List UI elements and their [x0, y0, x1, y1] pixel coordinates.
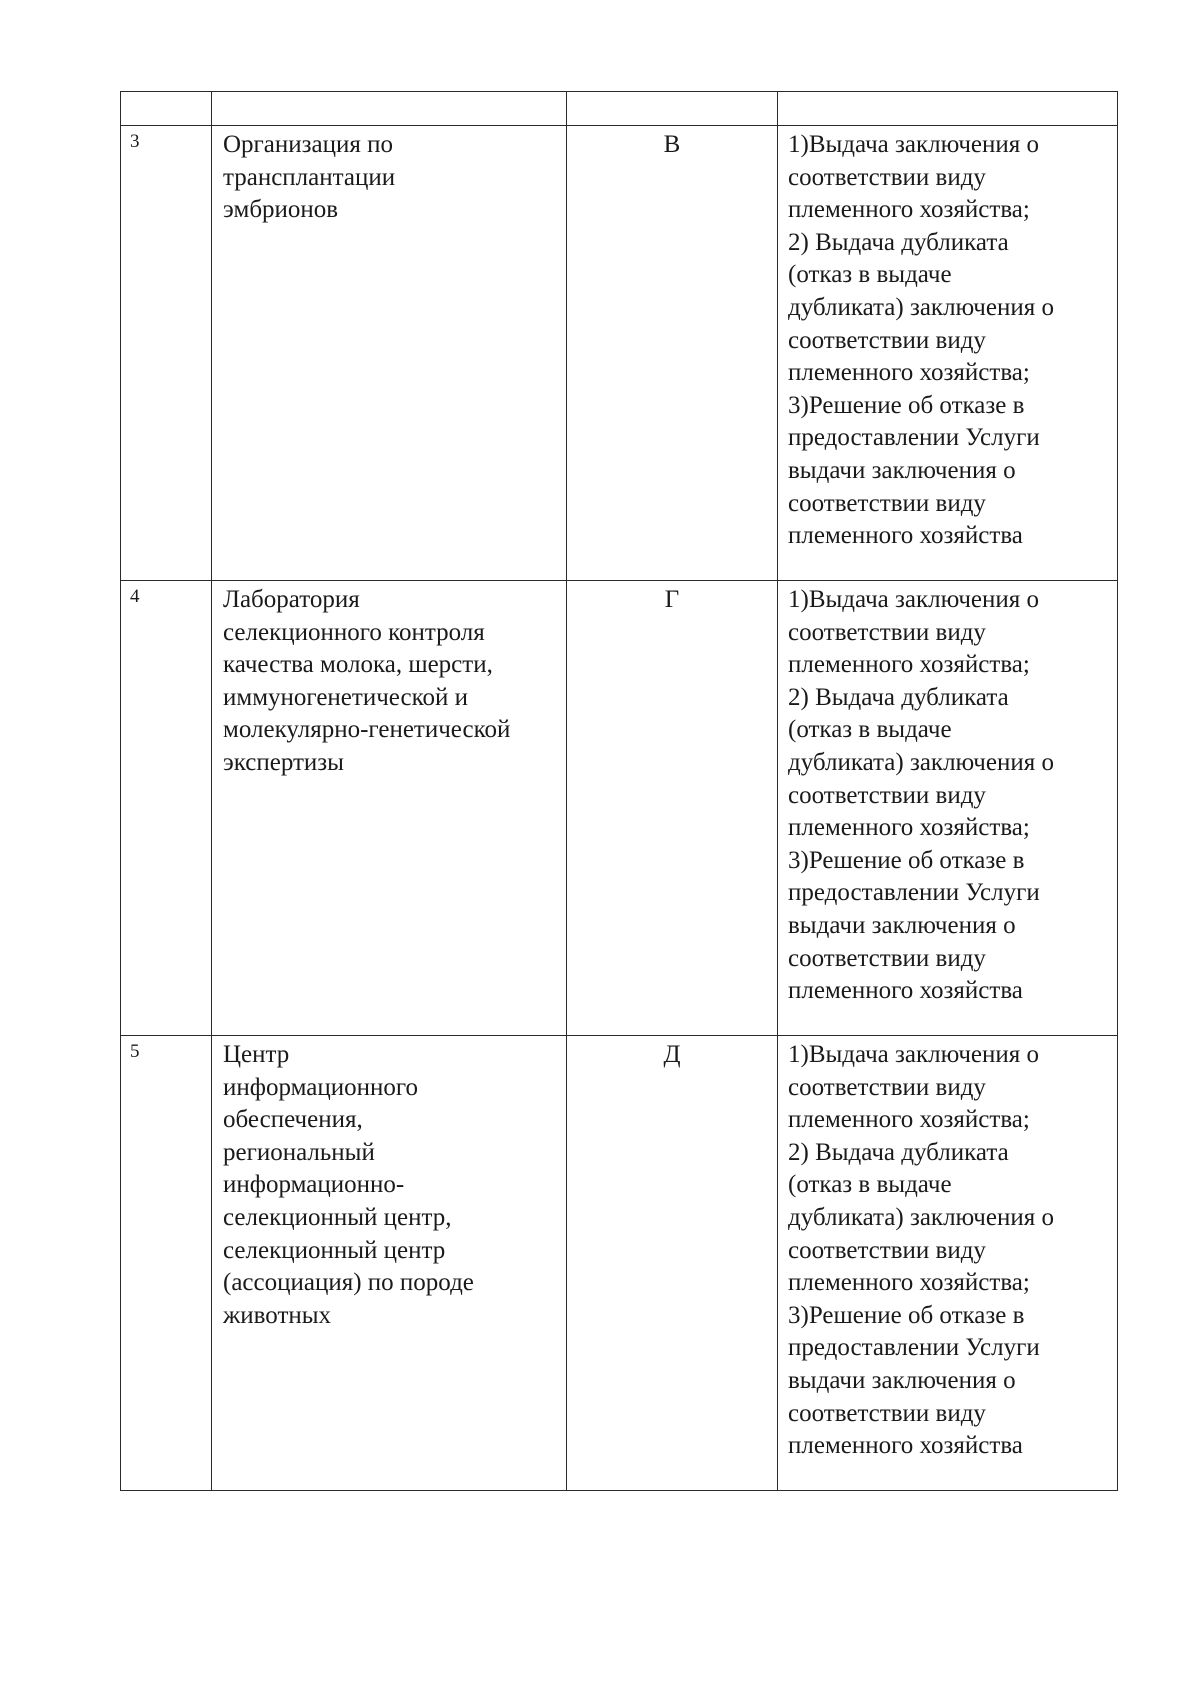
- result-cell: [778, 581, 1118, 1036]
- organization-cell: [212, 126, 567, 581]
- code-cell: [567, 581, 778, 1036]
- result-cell: [778, 126, 1118, 581]
- organization-name: Организация по трансплантации эмбрионов: [223, 131, 396, 224]
- row-number: 3: [130, 131, 140, 152]
- table-row: [121, 1036, 1118, 1491]
- code-cell: [567, 1036, 778, 1491]
- code-cell: [567, 126, 778, 581]
- services-table: [120, 91, 1118, 1491]
- organization-cell: [212, 581, 567, 1036]
- service-result: 1)Выдача заключения о соответствии виду племенного хозяйства; 2) Выдача дубликата (отказ в выдаче дубликата) заключения о соответствии виду племенного хозяйства; 3)Решение об отказе в предоставлении Услуги выдачи заключения о соответствии виду племенного хозяйства: [788, 586, 1054, 1005]
- organization-name: Лаборатория селекционного контроля качества молока, шерсти, иммуногенетической и молекулярно-генетической экспертизы: [223, 586, 511, 776]
- row-number-cell: [121, 126, 212, 581]
- organization-code: В: [663, 131, 681, 158]
- service-result: 1)Выдача заключения о соответствии виду племенного хозяйства; 2) Выдача дубликата (отказ в выдаче дубликата) заключения о соответствии виду племенного хозяйства; 3)Решение об отказе в предоставлении Услуги выдачи заключения о соответствии виду племенного хозяйства: [788, 1041, 1054, 1460]
- table-row: [121, 581, 1118, 1036]
- row-number-cell: [121, 581, 212, 1036]
- organization-name: Центр информационного обеспечения, региональный информационно- селекционный центр, селекционный центр (ассоциация) по породе животных: [223, 1041, 474, 1329]
- row-number-cell: [121, 1036, 212, 1491]
- header-cell-code: [567, 92, 778, 126]
- row-number: 4: [130, 586, 140, 607]
- organization-code: Д: [663, 1041, 681, 1068]
- row-number: 5: [130, 1041, 140, 1062]
- header-cell-result: [778, 92, 1118, 126]
- organization-code: Г: [664, 586, 680, 613]
- organization-cell: [212, 1036, 567, 1491]
- header-cell-org: [212, 92, 567, 126]
- result-cell: [778, 1036, 1118, 1491]
- service-result: 1)Выдача заключения о соответствии виду племенного хозяйства; 2) Выдача дубликата (отказ в выдаче дубликата) заключения о соответствии виду племенного хозяйства; 3)Решение об отказе в предоставлении Услуги выдачи заключения о соответствии виду племенного хозяйства: [788, 131, 1054, 550]
- header-cell-num: [121, 92, 212, 126]
- table-header-row: [121, 92, 1118, 126]
- table-row: [121, 126, 1118, 581]
